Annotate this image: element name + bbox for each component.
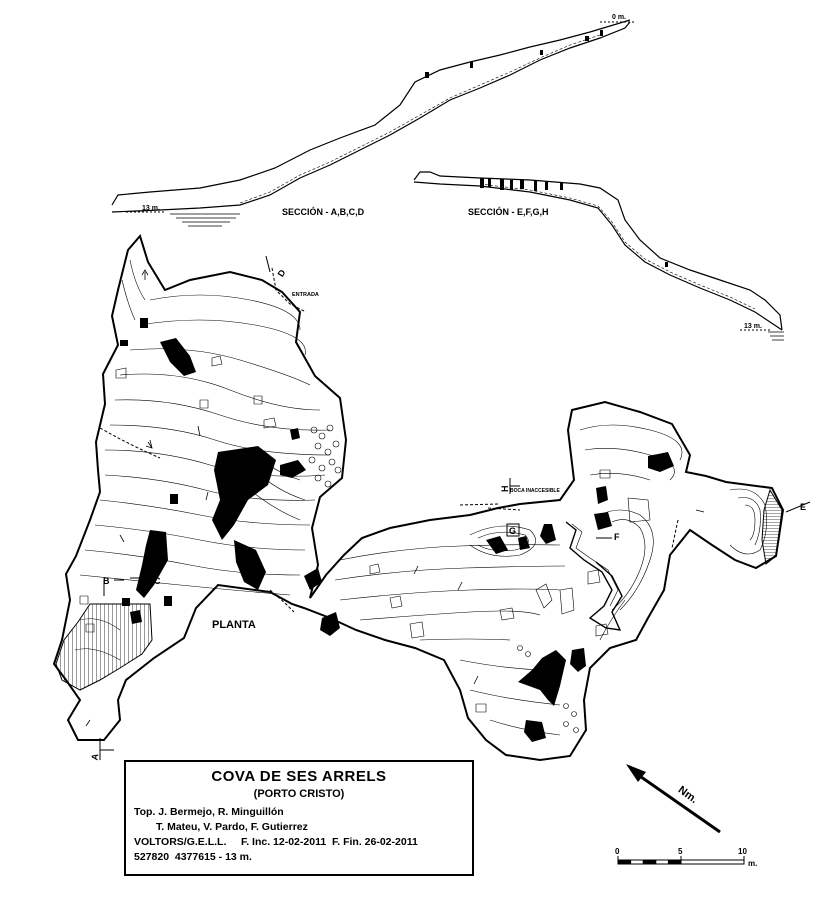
section-efgh-profile	[414, 172, 784, 340]
section-abcd-floor	[112, 22, 630, 212]
scale-tick-10: 10	[738, 847, 747, 856]
section-efgh-rocks	[480, 178, 668, 267]
survey-coordinates: 527820 4377615 - 13 m.	[134, 851, 252, 863]
section-efgh-floor	[414, 182, 782, 330]
inaccessible-entrance-label: BOCA INACCESIBLE	[510, 488, 560, 494]
survey-credits-line-1: Top. J. Bermejo, R. Minguillón	[134, 806, 284, 818]
scale-tick-5: 5	[678, 847, 683, 856]
section-abcd-breakdown	[240, 35, 600, 203]
scale-bar	[618, 856, 744, 864]
north-arrow	[626, 764, 720, 832]
section-abcd-depth: 13 m.	[142, 205, 160, 212]
section-abcd-water	[170, 214, 240, 226]
section-efgh-water	[768, 332, 784, 340]
north-arrow-label: Nm.	[675, 784, 700, 806]
section-top-depth: 0 m.	[612, 14, 627, 21]
section-efgh-label: SECCIÓN - E,F,G,H	[468, 207, 549, 217]
section-abcd-profile	[112, 20, 630, 226]
section-abcd-label: SECCIÓN - A,B,C,D	[282, 207, 365, 217]
section-marker-d-label: D	[275, 267, 288, 279]
section-marker-e-label: E	[800, 502, 807, 512]
cave-title: COVA DE SES ARRELS	[211, 768, 387, 785]
section-efgh-depth: 13 m.	[744, 323, 762, 330]
section-marker-f-label: F	[614, 532, 620, 542]
scale-tick-0: 0	[615, 847, 620, 856]
section-marker-g-label: G	[509, 526, 517, 536]
survey-credits-line-2: T. Mateu, V. Pardo, F. Gutierrez	[156, 821, 308, 833]
section-marker-d	[266, 256, 270, 272]
section-marker-c-label: C	[154, 576, 161, 586]
section-abcd-rocks	[425, 30, 603, 78]
section-marker-a-label: A	[89, 752, 101, 761]
section-marker-b-label: B	[103, 576, 110, 586]
entrance-label: ENTRADA	[292, 292, 319, 298]
section-efgh-breakdown	[480, 184, 755, 309]
cave-location: (PORTO CRISTO)	[253, 788, 345, 800]
section-marker-h-label: H	[500, 485, 510, 492]
section-marker-a	[100, 738, 114, 760]
cave-plan-outline	[54, 236, 783, 760]
section-efgh-ceiling	[414, 172, 782, 330]
section-marker-e	[786, 502, 810, 512]
section-abcd-ceiling	[112, 20, 630, 205]
title-block	[124, 760, 474, 876]
survey-group-dates: VOLTORS/G.E.L.L. F. Inc. 12-02-2011 F. Fin. 26-02-2011	[134, 836, 418, 848]
scale-unit: m.	[748, 859, 758, 868]
plan-label: PLANTA	[212, 619, 256, 631]
